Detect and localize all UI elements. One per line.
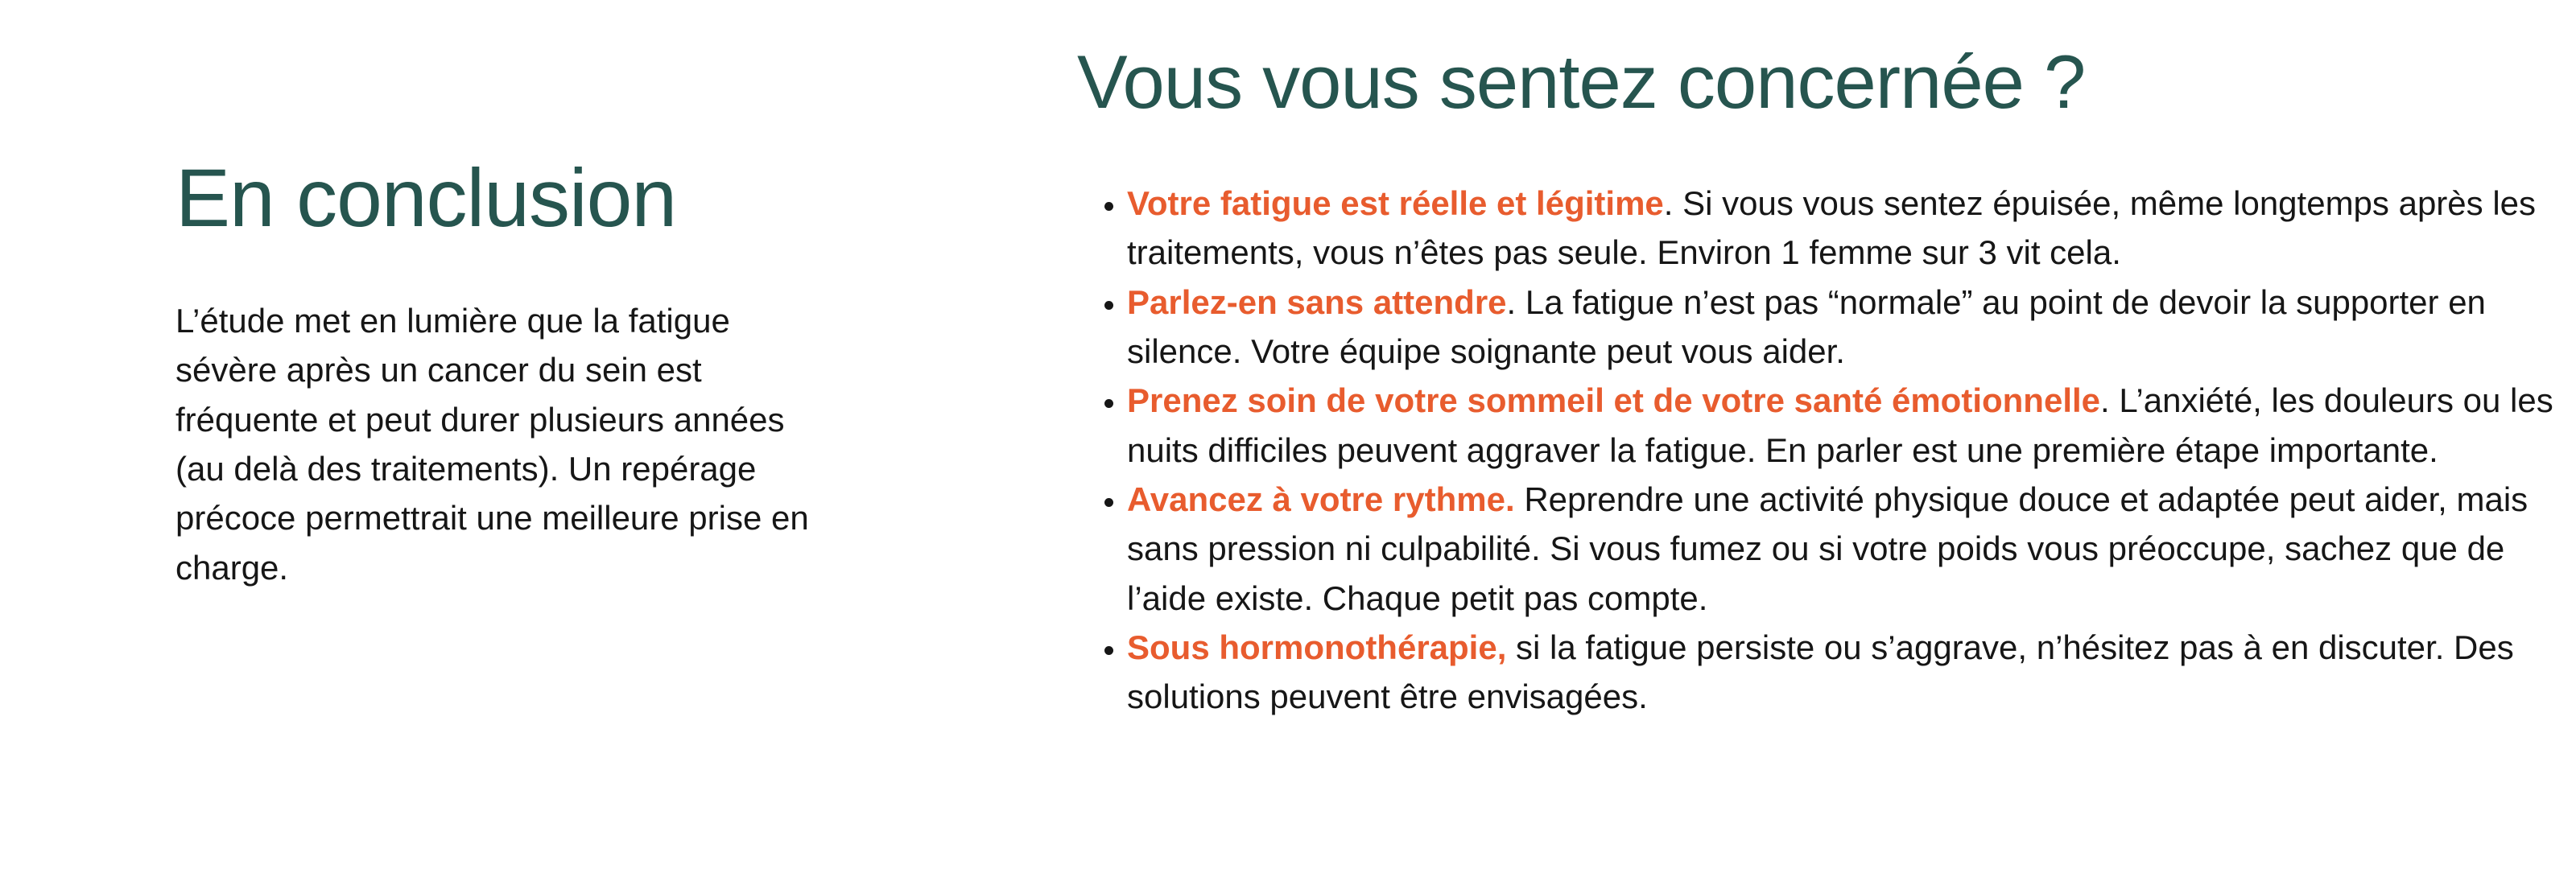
list-item [1127, 179, 2568, 278]
bullet-rest: Reprendre une activité physique douce et adaptée peut aider, mais sans pression ni culpabilité. Si vous fumez ou si votre poids vous préoccupe, sachez que de l’aide existe. Chaque petit pas compte. [1127, 480, 2529, 617]
bullet-rest: . L’anxiété, les douleurs ou les nuits difficiles peuvent aggraver la fatigue. En parler est une première étape importante. [1127, 381, 2553, 469]
bullet-rest: . La fatigue n’est pas “normale” au point de devoir la supporter en silence. Votre équipe soignante peut vous aider. [1127, 282, 2486, 370]
list-item [1127, 623, 2568, 722]
list-item [1127, 278, 2568, 377]
bullet-lead: Prenez soin de votre sommeil et de votre santé émotionnelle [1127, 381, 2101, 420]
bullet-rest: . Si vous vous sentez épuisée, même longtemps après les traitements, vous n’êtes pas seule. Environ 1 femme sur 3 vit cela. [1127, 184, 2537, 272]
list-item [1127, 376, 2568, 475]
conclusion-heading: En conclusion [175, 152, 677, 244]
bullet-lead: Parlez-en sans attendre [1127, 282, 1507, 321]
advice-list [1085, 179, 2568, 721]
bullet-lead: Votre fatigue est réelle et légitime [1127, 184, 1664, 222]
bullet-lead: Avancez à votre rythme. [1127, 480, 1515, 518]
question-heading: Vous vous sentez concernée ? [1077, 39, 2086, 124]
bullet-lead: Sous hormonothérapie, [1127, 628, 1507, 666]
conclusion-paragraph: L’étude met en lumière que la fatigue sévère après un cancer du sein est fréquente et peut durer plusieurs années (au delà des traitements). Un repérage précoce permettrait une meilleure prise en charge. [175, 302, 809, 587]
list-item [1127, 475, 2568, 623]
bullet-rest: si la fatigue persiste ou s’aggrave, n’hésitez pas à en discuter. Des solutions peuvent être envisagées. [1127, 628, 2514, 716]
